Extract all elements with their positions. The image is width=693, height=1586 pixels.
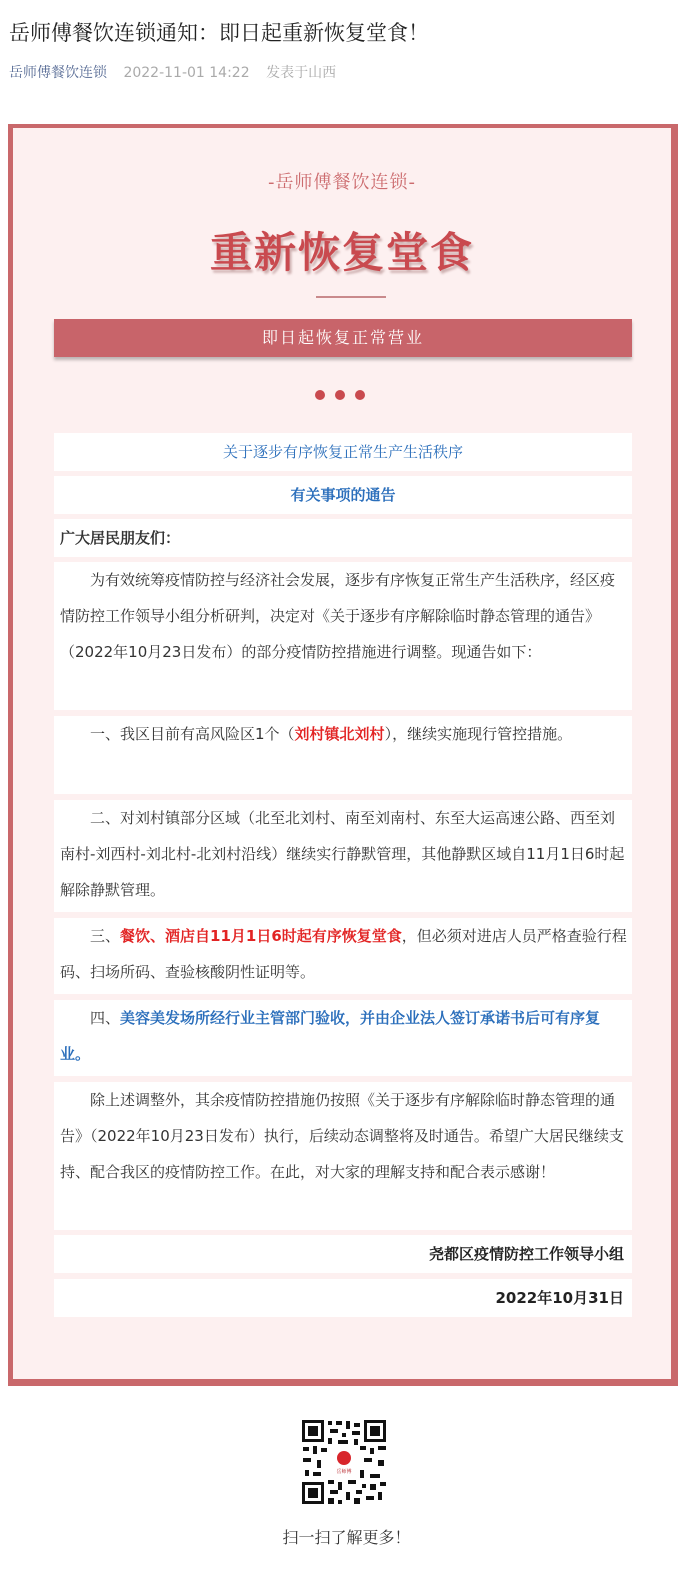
notice-intro: 为有效统筹疫情防控与经济社会发展，逐步有序恢复正常生产生活秩序，经区疫情防控工作领导小组分析研判，决定对《关于逐步有序解除临时静态管理的通告》（2022年10月23日发布）的部分疫情防控措施进行调整。现通告如下： bbox=[54, 562, 632, 710]
qr-logo-text: 岳师傅 bbox=[336, 1469, 352, 1475]
publish-datetime: 2022-11-01 14:22 bbox=[123, 65, 250, 81]
poster-headline: 重新恢复堂食 bbox=[209, 228, 474, 277]
publish-location: 发表于山西 bbox=[266, 65, 337, 81]
notice-item-1: 一、我区目前有高风险区1个（刘村镇北刘村），继续实施现行管控措施。 bbox=[54, 716, 632, 794]
qr-caption: 扫一扫了解更多！ bbox=[282, 1528, 411, 1547]
poster-frame bbox=[8, 124, 678, 1386]
notice-item-3: 三、餐饮、酒店自11月1日6时起有序恢复堂食，但必须对进店人员严格查验行程码、扫场所码、查验核酸阴性证明等。 bbox=[54, 918, 632, 994]
dot-icon bbox=[315, 390, 325, 400]
dine-in-resume-highlight: 餐饮、酒店自11月1日6时起有序恢复堂食 bbox=[120, 927, 402, 945]
qr-code[interactable] bbox=[300, 1418, 388, 1506]
salon-reopen-highlight: 美容美发场所经行业主管部门验收，并由企业法人签订承诺书后可有序复业。 bbox=[60, 1009, 601, 1063]
dot-icon bbox=[335, 390, 345, 400]
headline-divider bbox=[316, 296, 386, 298]
notice-item-2: 二、对刘村镇部分区域（北至北刘村、南至刘南村、东至大运高速公路、西至刘南村-刘西村-刘北村-北刘村沿线）继续实行静默管理，其他静默区域自11月1日6时起解除静默管理。 bbox=[54, 800, 632, 912]
dot-icon bbox=[355, 390, 365, 400]
high-risk-area: 刘村镇北刘村 bbox=[294, 725, 385, 743]
notice-item-4: 四、美容美发场所经行业主管部门验收，并由企业法人签订承诺书后可有序复业。 bbox=[54, 1000, 632, 1076]
notice-title-line1: 关于逐步有序恢复正常生产生活秩序 bbox=[54, 433, 632, 471]
account-name-link[interactable]: 岳师傅餐饮连锁 bbox=[9, 65, 107, 81]
notice-title-line2: 有关事项的通告 bbox=[54, 476, 632, 514]
notice-greeting: 广大居民朋友们： bbox=[54, 519, 632, 557]
notice-closing: 除上述调整外，其余疫情防控措施仍按照《关于逐步有序解除临时静态管理的通告》（2022年10月23日发布）执行，后续动态调整将及时通告。希望广大居民继续支持、配合我区的疫情防控工作。在此，对大家的理解支持和配合表示感谢！ bbox=[54, 1082, 632, 1230]
article-title: 岳师傅餐饮连锁通知：即日起重新恢复堂食！ bbox=[9, 21, 429, 45]
article-meta bbox=[9, 62, 336, 84]
notice-signature: 尧都区疫情防控工作领导小组 bbox=[54, 1235, 632, 1273]
reopen-banner: 即日起恢复正常营业 bbox=[54, 319, 632, 357]
qr-code-icon bbox=[300, 1418, 388, 1506]
brand-subtitle: -岳师傅餐饮连锁- bbox=[268, 172, 416, 193]
decorative-dots bbox=[315, 390, 375, 400]
notice-date: 2022年10月31日 bbox=[54, 1279, 632, 1317]
